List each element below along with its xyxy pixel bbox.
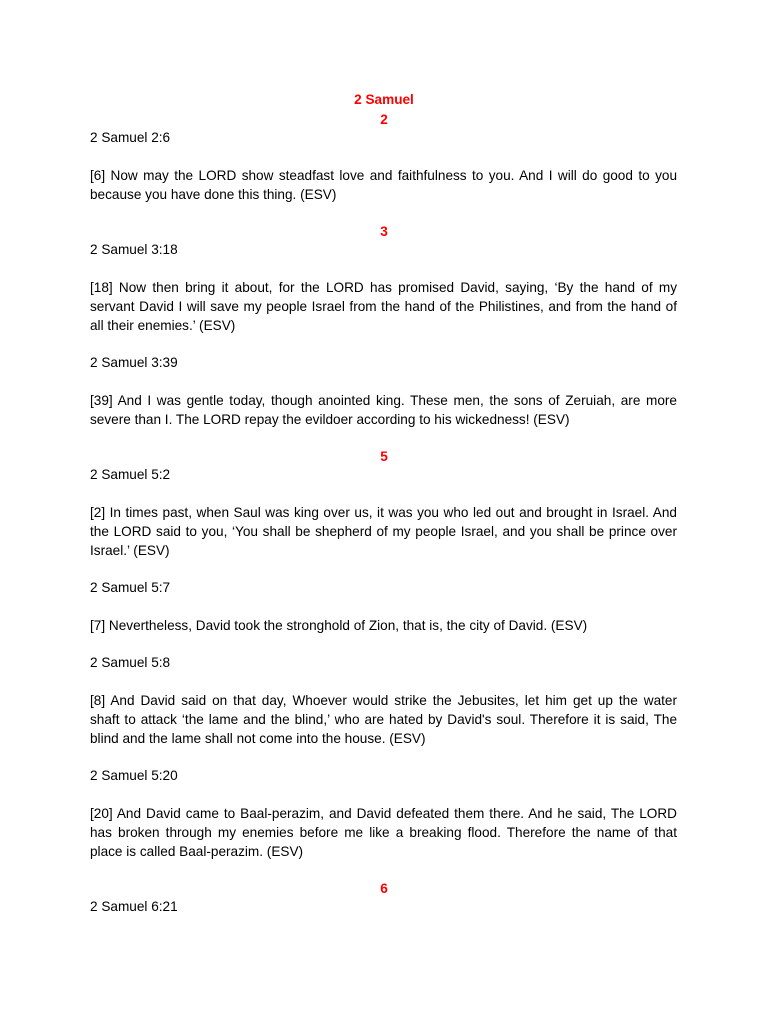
verse-line: [8] And David said on that day, Whoever would strike the Jebusites, let him get up the water [90,693,677,708]
verse-reference: 2 Samuel 5:8 [90,655,171,670]
verse-reference: 2 Samuel 3:39 [90,355,178,370]
verse-line: [6] Now may the LORD show steadfast love and faithfulness to you. And I will do good to you [90,168,677,183]
verse-text [90,167,677,205]
verse-text [90,805,677,861]
verse-line: Israel.’ (ESV) [90,542,170,558]
verse-line: because you have done this thing. (ESV) [90,186,337,202]
verse-line: all their enemies.’ (ESV) [90,317,236,333]
verse-text [90,279,677,335]
chapter-heading-2: 2 [380,112,388,127]
verse-line: the LORD said to you, ‘You shall be shepherd of my people Israel, and you shall be prince over [90,523,677,539]
verse-text [90,617,677,636]
verse-reference: 2 Samuel 5:2 [90,467,171,482]
chapter-heading-5: 5 [380,449,388,464]
book-title: 2 Samuel [354,92,414,107]
verse-text [90,692,677,748]
chapter-heading-6: 6 [380,881,388,896]
verse-reference: 2 Samuel 2:6 [90,130,171,145]
chapter-heading-3: 3 [380,224,388,239]
verse-line: [7] Nevertheless, David took the stronghold of Zion, that is, the city of David. (ESV) [90,618,588,633]
verse-line: place is called Baal-perazim. (ESV) [90,843,304,859]
verse-reference: 2 Samuel 3:18 [90,242,178,257]
verse-line: [39] And I was gentle today, though anointed king. These men, the sons of Zeruiah, are more [90,393,677,408]
verse-text [90,504,677,560]
verse-line: [2] In times past, when Saul was king over us, it was you who led out and brought in Israel. And [90,505,677,520]
verse-line: severe than I. The LORD repay the evildoer according to his wickedness! (ESV) [90,411,570,427]
verse-reference: 2 Samuel 6:21 [90,899,178,914]
verse-line: blind and the lame shall not come into the house. (ESV) [90,730,426,746]
verse-line: [20] And David came to Baal-perazim, and David defeated them there. And he said, The LORD [90,806,677,821]
verse-reference: 2 Samuel 5:7 [90,580,171,595]
verse-reference: 2 Samuel 5:20 [90,768,178,783]
verse-line: has broken through my enemies before me like a breaking flood. Therefore the name of that [90,824,677,840]
verse-line: shaft to attack ‘the lame and the blind,’ who are hated by David's soul. Therefore it is said, The [90,711,677,727]
verse-line: [18] Now then bring it about, for the LORD has promised David, saying, ‘By the hand of my [90,280,677,295]
verse-line: servant David I will save my people Israel from the hand of the Philistines, and from the hand of [90,298,677,314]
verse-text [90,392,677,430]
